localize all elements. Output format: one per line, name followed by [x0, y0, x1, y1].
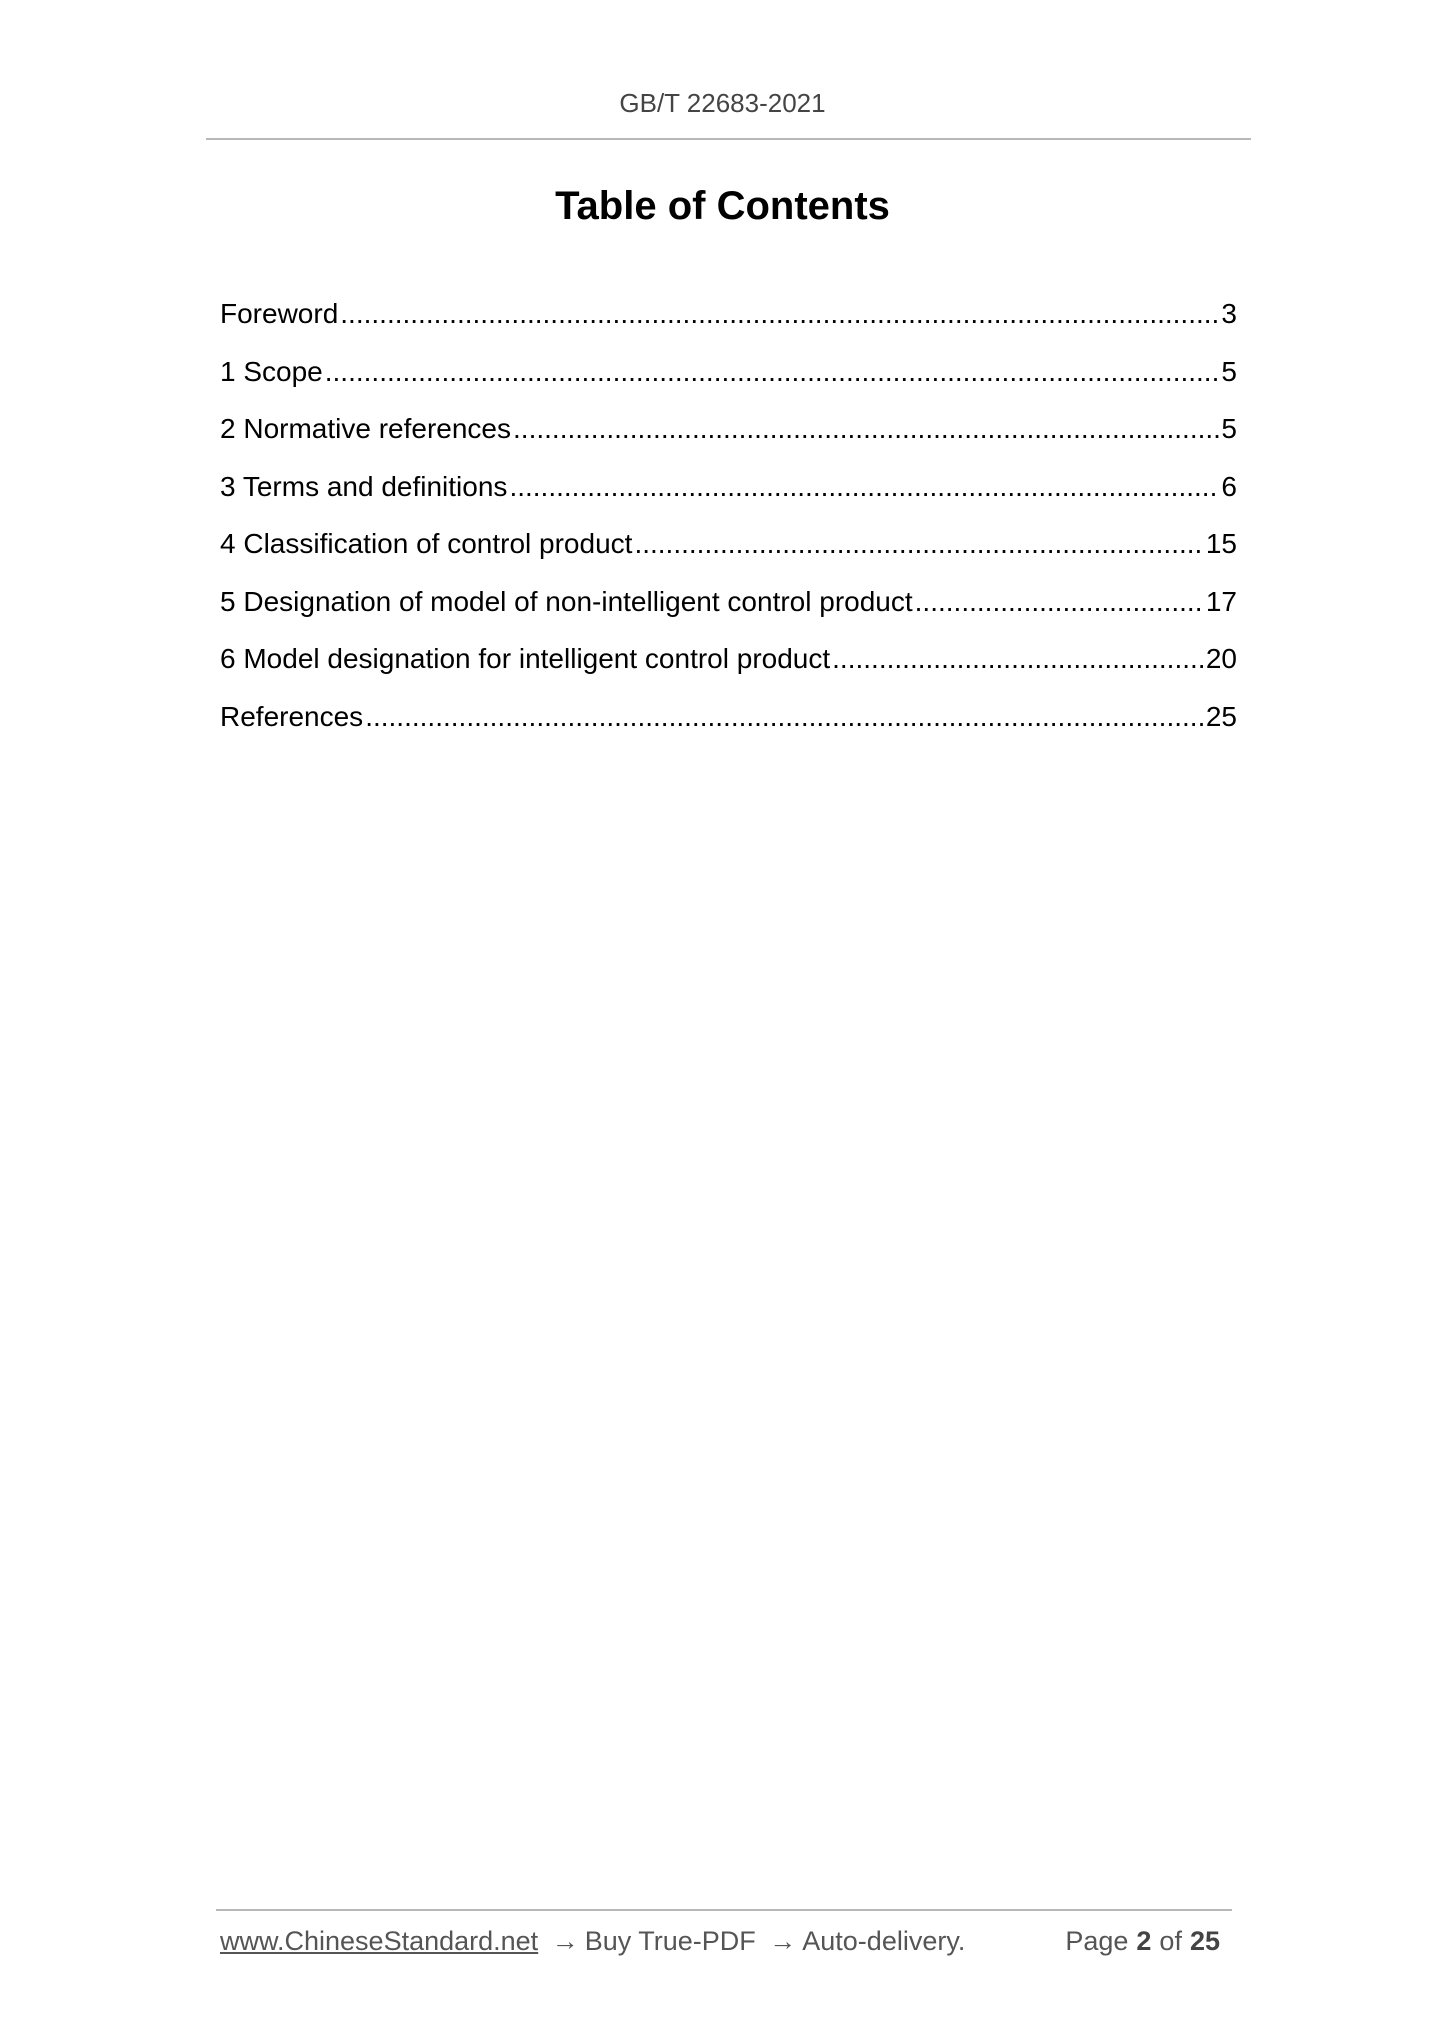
toc-entry-page: 5 [1221, 413, 1237, 444]
toc-entry-label: 5 Designation of model of non-intelligent control product [220, 585, 913, 617]
toc-leader-dots [340, 292, 1219, 336]
toc-entry-label: 4 Classification of control product [220, 528, 633, 559]
toc-leader-dots [634, 522, 1203, 566]
toc-leader-dots [325, 350, 1220, 394]
toc-entry-page: 15 [1205, 528, 1237, 559]
toc-entry-label: 6 Model designation for intelligent control product [220, 643, 831, 674]
toc-entry-label: 3 Terms and definitions [220, 470, 508, 502]
toc-entry-label: 1 Scope [220, 355, 323, 387]
toc-entry-foreword[interactable] [220, 292, 1237, 350]
toc-entry-classification[interactable] [220, 522, 1237, 580]
toc-title: Table of Contents [555, 184, 890, 228]
arrow-right-icon: → [551, 1926, 579, 1956]
header-divider [206, 138, 1251, 140]
page-label: Page [1065, 1926, 1129, 1956]
toc-entry-scope[interactable] [220, 350, 1237, 408]
toc-entry-page: 25 [1205, 700, 1237, 732]
website-link[interactable]: www.ChineseStandard.net [220, 1926, 539, 1956]
toc-entry-label: References [220, 700, 364, 732]
toc-entry-page: 17 [1205, 585, 1237, 617]
toc-entry-label: Foreword [220, 298, 339, 329]
current-page-number: 2 [1136, 1926, 1152, 1956]
toc-entry-designation-intelligent[interactable] [220, 637, 1237, 695]
toc-entry-page: 5 [1221, 355, 1237, 387]
toc-leader-dots [915, 580, 1204, 624]
arrow-right-icon: → [769, 1926, 797, 1956]
toc-entry-page: 20 [1205, 643, 1237, 674]
buy-true-pdf-text: Buy True-PDF [584, 1926, 756, 1956]
toc-leader-dots [365, 695, 1204, 739]
toc-leader-dots [509, 465, 1219, 509]
auto-delivery-text: Auto-delivery. [802, 1926, 966, 1956]
toc-leader-dots [832, 637, 1204, 681]
page-footer [220, 1926, 1232, 1957]
toc-entry-references[interactable] [220, 695, 1237, 753]
toc-entry-normative-references[interactable] [220, 407, 1237, 465]
toc-entry-label: 2 Normative references [220, 413, 512, 444]
toc-leader-dots [513, 407, 1219, 451]
page-indicator [1065, 1926, 1228, 1957]
document-code-header: GB/T 22683-2021 [619, 88, 826, 118]
toc-entry-designation-non-intelligent[interactable] [220, 580, 1237, 638]
toc-entry-page: 6 [1221, 470, 1237, 502]
toc-list [220, 292, 1237, 752]
toc-entry-page: 3 [1221, 298, 1237, 329]
of-label: of [1159, 1926, 1182, 1956]
total-pages-number: 25 [1189, 1926, 1220, 1956]
toc-entry-terms-definitions[interactable] [220, 465, 1237, 523]
footer-divider [216, 1909, 1232, 1911]
